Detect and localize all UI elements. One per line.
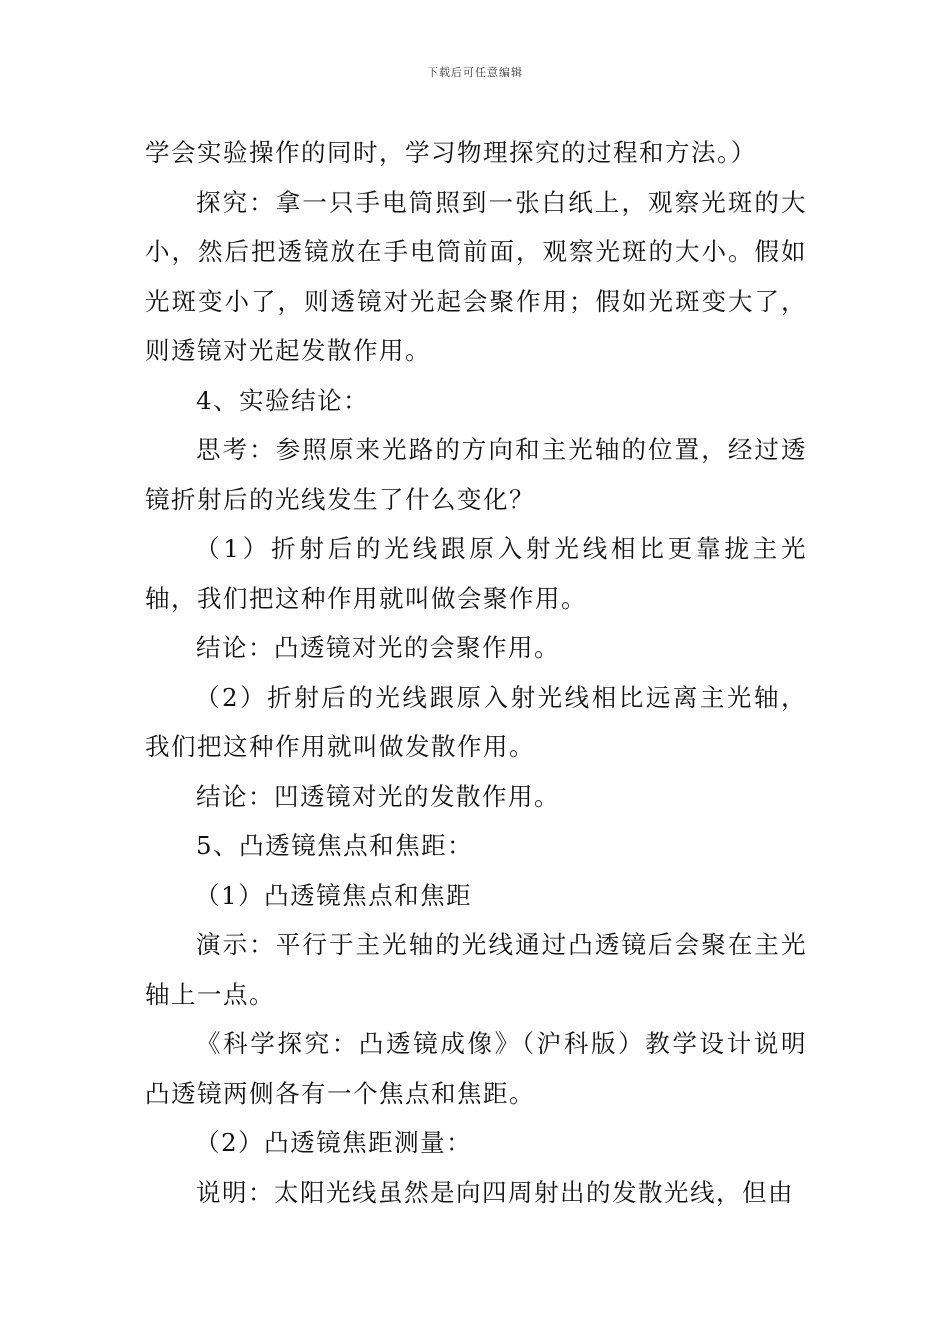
page-header: 下载后可任意编辑 <box>427 66 523 79</box>
section-heading-conclusion: 4、实验结论： <box>196 385 370 415</box>
paragraph-converge: （1）折射后的光线跟原入射光线相比更靠拢主光轴，我们把这种作用就叫做会聚作用。 <box>145 534 807 613</box>
paragraph-think: 思考：参照原来光路的方向和主光轴的位置，经过透镜折射后的光线发生了什么变化？ <box>145 435 807 514</box>
paragraph-demo: 演示：平行于主光轴的光线通过凸透镜后会聚在主光轴上一点。 <box>145 930 807 1009</box>
subheading-focus-length: （1）凸透镜焦点和焦距 <box>195 880 473 910</box>
paragraph-diverge: （2）折射后的光线跟原入射光线相比远离主光轴，我们把这种作用就叫做发散作用。 <box>145 682 807 761</box>
paragraph-continuation: 学会实验操作的同时，学习物理探究的过程和方法。） <box>145 138 757 167</box>
paragraph-conclusion-convex: 结论：凸透镜对光的会聚作用。 <box>196 633 560 662</box>
paragraph-explore: 探究：拿一只手电筒照到一张白纸上，观察光斑的大小，然后把透镜放在手电筒前面，观察光斑的大小。假如光斑变小了，则透镜对光起会聚作用；假如光斑变大了，则透镜对光起发散作用。 <box>145 187 807 365</box>
document-body <box>145 128 807 1217</box>
paragraph-explain: 说明：太阳光线虽然是向四周射出的发散光线，但由 <box>196 1177 794 1207</box>
subheading-measure: （2）凸透镜焦距测量： <box>195 1128 473 1157</box>
section-heading-focus: 5、凸透镜焦点和焦距： <box>196 831 474 860</box>
paragraph-title-note: 《科学探究：凸透镜成像》（沪科版）教学设计说明凸透镜两侧各有一个焦点和焦距。 <box>145 1029 807 1108</box>
paragraph-conclusion-concave: 结论：凹透镜对光的发散作用。 <box>196 781 560 811</box>
